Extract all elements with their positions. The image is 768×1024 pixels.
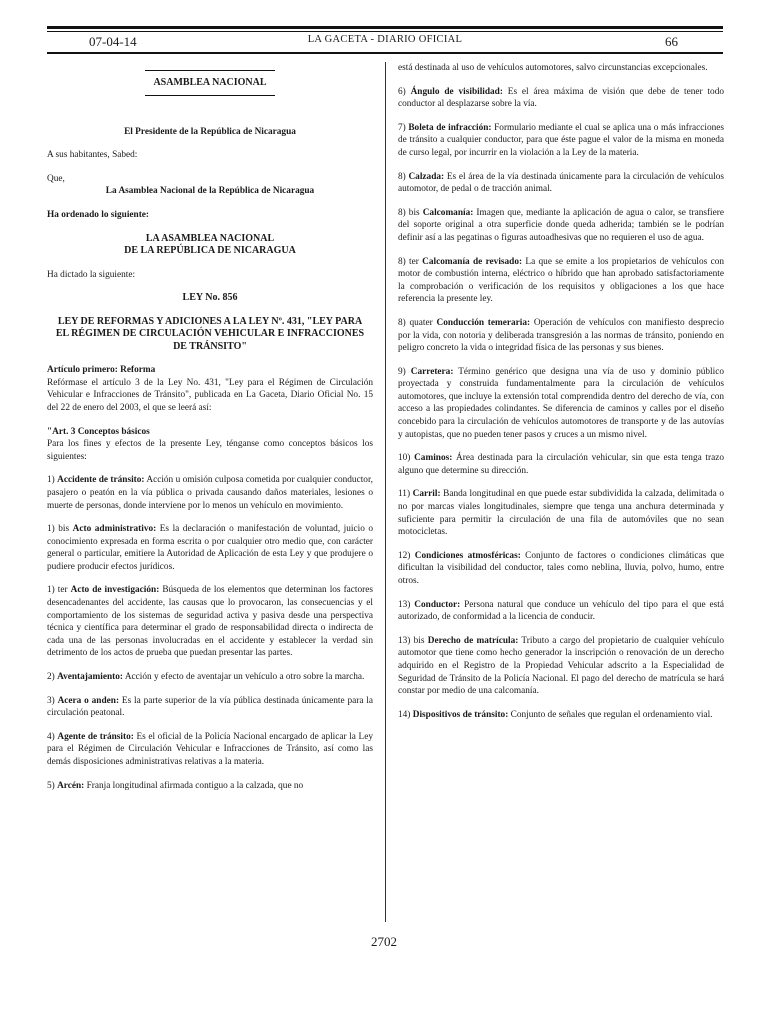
left-column xyxy=(47,62,373,803)
definition-item: 8) quater Conducción temeraria: Operación de vehículos con manifiesto desprecio por la vida, con notoria y deliberada transgresión a las normas de tránsito, poniendo en peligro concreto la vida o integridad física de las personas y sus bienes. xyxy=(398,317,724,354)
right-column xyxy=(398,62,724,732)
definition-item: 6) Ángulo de visibilidad: Es el área máxima de visión que debe de tener todo conductor al desplazarse sobre la vía. xyxy=(398,86,724,110)
asamblea-caps-line-1: LA ASAMBLEA NACIONAL xyxy=(145,232,275,244)
header-rule-bottom xyxy=(47,52,723,54)
assembly-heading xyxy=(47,70,373,96)
que-line: Que, xyxy=(47,173,65,184)
article1-text: Refórmase el artículo 3 de la Ley No. 431, "Ley para el Régimen de Circulación Vehicular e Infracciones de Tránsito", publicada en La Gaceta, Diario Oficial No. 15 del 22 de enero del 2003, el que se leerá así: xyxy=(47,377,373,413)
assembly-rule-bottom xyxy=(145,95,275,96)
law-number: LEY No. 856 xyxy=(182,292,238,304)
dictado-line: Ha dictado la siguiente: xyxy=(47,269,136,280)
definition-item: 13) bis Derecho de matrícula: Tributo a cargo del propietario de cualquier vehículo automotor que tiene como hecho generador la inscripción o renovación de un derecho adquirido en el Registro de la Propiedad Vehicular adscrito a la Especialidad de Seguridad de Tránsito de la Policía Nacional. El pago del derecho de matrícula se hará constar por medio de una calcomanía. xyxy=(398,635,724,697)
definition-item: 2) Aventajamiento: Acción y efecto de aventajar un vehículo a otro sobre la marcha. xyxy=(47,672,365,683)
definition-item: 7) Boleta de infracción: Formulario mediante el cual se aplica una o más infracciones de tránsito a cualquier conductor, para que éste pague el valor de la misma en moneda de curso legal, por incurrir en la violación a la Ley de la materia. xyxy=(398,122,725,158)
asamblea-caps-line-2: DE LA REPÚBLICA DE NICARAGUA xyxy=(124,245,296,257)
definition-item: 8) ter Calcomanía de revisado: La que se emite a los propietarios de vehículos con motor de combustión interna, eléctrico o híbrido que han aprobado satisfactoriamente la comprobación o verificación de los requisitos y obligaciones a los que hace referencia la presente ley. xyxy=(398,256,725,305)
article3-heading: "Art. 3 Conceptos básicos xyxy=(47,426,150,437)
definition-item: 4) Agente de tránsito: Es el oficial de la Policía Nacional encargado de aplicar la Ley para el Régimen de Circulación Vehicular e Infracciones de Tránsito, así como las demás disposiciones administrativas relativas a la materia. xyxy=(47,731,373,767)
definition-item: 1) bis Acto administrativo: Es la declaración o manifestación de voluntad, juicio o conocimiento expresada en forma escrita o por cualquier otro medio que, con carácter general o particular, emitiere la Autoridad de Aplicación de esta Ley y que produjere o pudiere producir efectos jurídicos. xyxy=(47,524,374,572)
definition-item: 5) Arcén: Franja longitudinal afirmada contiguo a la calzada, que no xyxy=(47,780,304,791)
definition-item: 13) Conductor: Persona natural que conduce un vehículo del tipo para el que está autorizado, de conformidad a la licencia de conducir. xyxy=(398,599,725,623)
definition-item: 1) Accidente de tránsito: Acción u omisión culposa cometida por cualquier conductor, pasajero o peatón en la vía pública o privada causando daños materiales, lesiones o muerte de personas, donde interviene por lo menos un vehículo en movimiento. xyxy=(47,475,373,511)
definition-item: 3) Acera o anden: Es la parte superior de la vía pública destinada únicamente para la circulación peatonal. xyxy=(47,695,374,719)
page-header xyxy=(47,34,723,52)
header-page-number: 66 xyxy=(665,34,678,49)
article1-heading: Artículo primero: Reforma xyxy=(47,365,156,376)
definition-item: 14) Dispositivos de tránsito: Conjunto de señales que regulan el ordenamiento vial. xyxy=(398,709,713,720)
definition-item: 9) Carretera: Término genérico que designa una vía de uso y dominio público proyectada y construida fundamentalmente para la circulación de vehículos automotores, que incluye la extensión total comprendida dentro del derecho de vía, con acceso a las propiedades colindantes. Se diferencia de caminos y calles por el diseño concebido para la circulación de vehículos automotores de transporte y de las autovías y autopistas, que no pueden tener pasos y cruces a un mismo nivel. xyxy=(398,366,725,440)
ordenado-line: Ha ordenado lo siguiente: xyxy=(47,209,150,220)
column-divider xyxy=(385,62,386,922)
habitants-line: A sus habitantes, Sabed: xyxy=(47,150,138,161)
definition-item: 8) bis Calcomanía: Imagen que, mediante la aplicación de agua o calor, se transfiere del soporte original a otra superficie donde queda adherida; también se le podrían definir así a las pegatinas o figuras autoadhesivas que no requieren el uso de agua. xyxy=(398,207,724,243)
definition-item: 1) ter Acto de investigación: Búsqueda de los elementos que determinan los factores desencadenantes del accidente, las causas que lo provocaron, las consecuencias y el comportamiento de los sistemas de seguridad activa y pasiva desde una perspectiva técnica y científica para determinar el grado de responsabilidad directa o indirecta de cada una de las personas involucradas en el accidente y establecer la verdad sin detrimento de los actos de prueba que puedan presentar las partes. xyxy=(47,585,373,659)
definition-item: 10) Caminos: Área destinada para la circulación vehicular, sin que esta tenga trazo alguno que determine su dirección. xyxy=(398,453,724,476)
law-title: LEY DE REFORMAS Y ADICIONES A LA LEY Nº. 431, "LEY PARA EL RÉGIMEN DE CIRCULACIÓN VEHICULAR E INFRACCIONES DE TRÁNSITO" xyxy=(55,315,365,352)
definition-item: 12) Condiciones atmosféricas: Conjunto de factores o condiciones climáticas que dificultan la visibilidad del conductor, tales como neblina, lluvia, polvo, humo, entre otros. xyxy=(398,550,724,586)
header-title: LA GACETA - DIARIO OFICIAL xyxy=(307,34,463,45)
header-rule-thin xyxy=(47,31,723,32)
definition-item: 11) Carril: Banda longitudinal en que puede estar subdividida la calzada, delimitada o no por marcas viales longitudinales, siempre que tenga una anchura determinada y suficiente para permitir la circulación de una fila de automóviles que no sean motocicletas. xyxy=(398,489,724,538)
assembly-label: ASAMBLEA NACIONAL xyxy=(153,77,267,88)
asamblea-line: La Asamblea Nacional de la República de Nicaragua xyxy=(105,186,315,197)
president-line: El Presidente de la República de Nicaragua xyxy=(124,126,296,137)
header-date: 07-04-14 xyxy=(89,34,137,49)
footer-page-number: 2702 xyxy=(371,934,397,949)
header-rule-thick xyxy=(47,26,723,29)
continuation-text: está destinada al uso de vehículos automotores, salvo circunstancias excepcionales. xyxy=(398,63,708,73)
article3-text: Para los fines y efectos de la presente Ley, ténganse como conceptos básicos los siguientes: xyxy=(47,439,373,462)
definition-item: 8) Calzada: Es el área de la vía destinada únicamente para la circulación de vehículos automotor, de pedal o de tracción animal. xyxy=(398,171,725,195)
